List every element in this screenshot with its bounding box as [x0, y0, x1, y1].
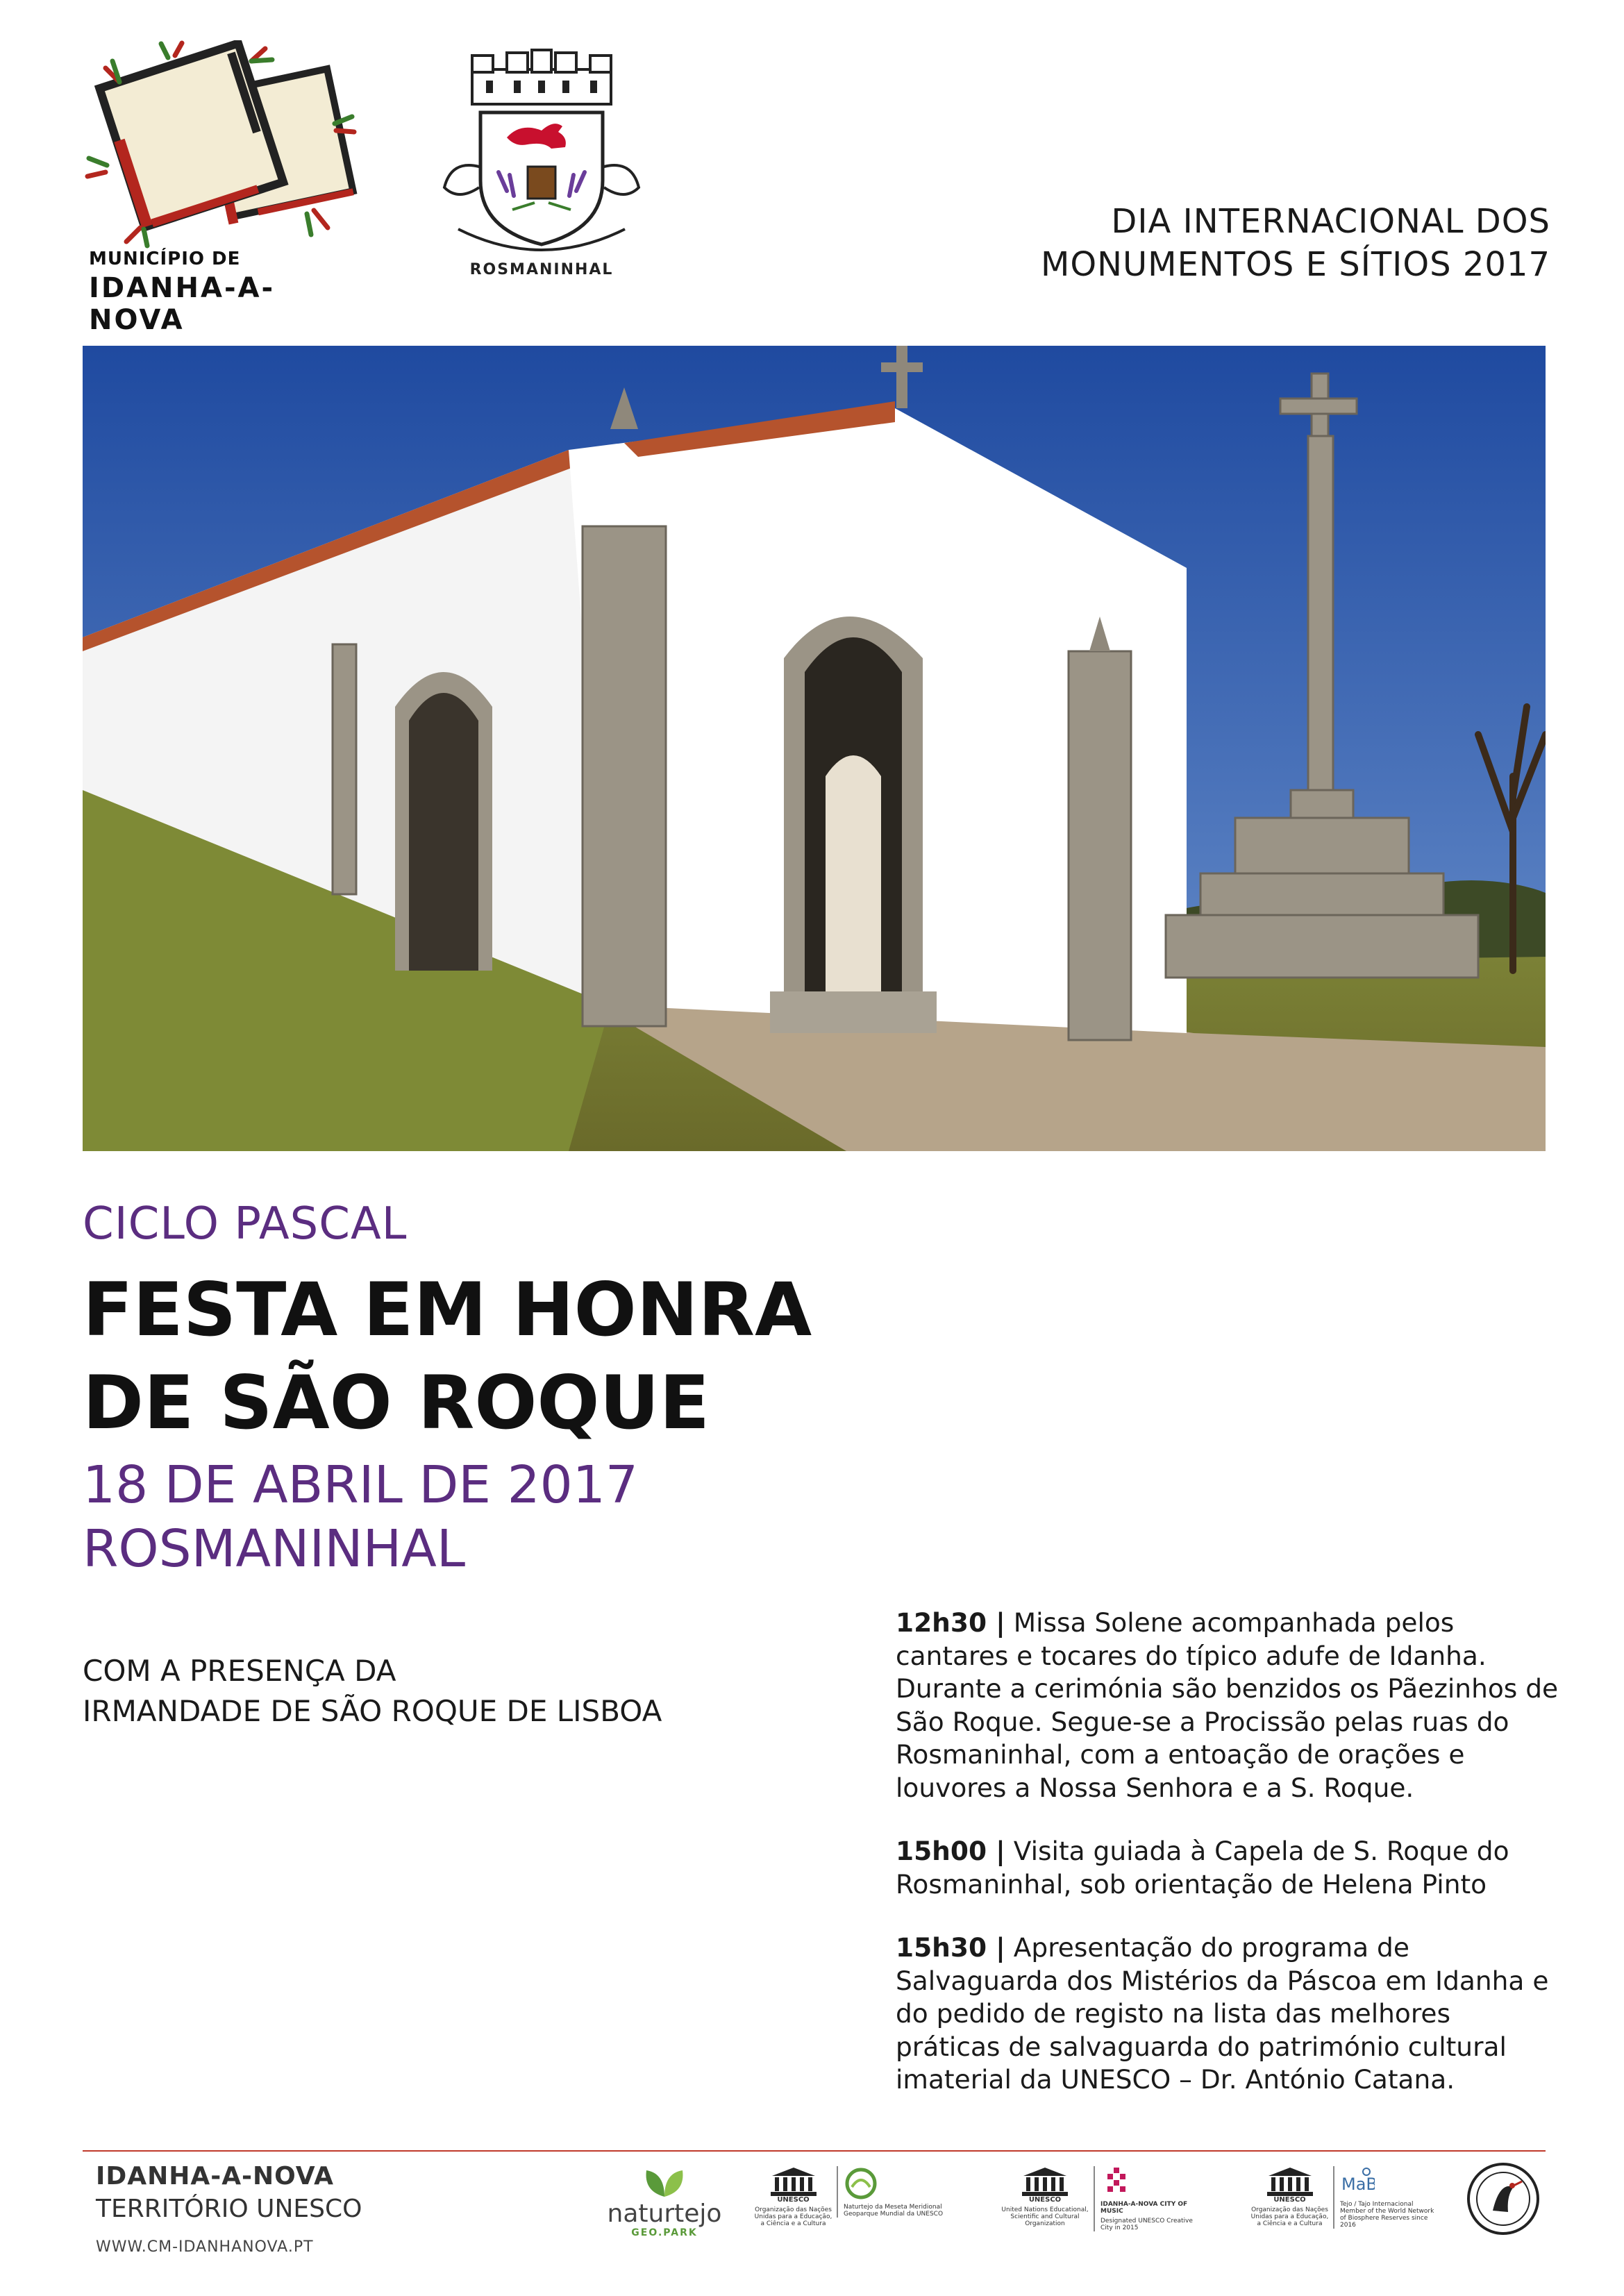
- footer-brand-name: IDANHA-A-NOVA: [96, 2162, 335, 2190]
- unesco-temple-icon: [769, 2166, 818, 2197]
- event-place: ROSMANINHAL: [83, 1519, 466, 1579]
- unesco-temple-icon: [1021, 2166, 1069, 2197]
- presence-line2: IRMANDADE DE SÃO ROQUE DE LISBOA: [83, 1694, 662, 1728]
- naturtejo-logo: [598, 2163, 730, 2238]
- city-of-music-text: Designated UNESCO Creative City in 2015: [1100, 2218, 1193, 2231]
- black-stork-seal-icon: [1465, 2161, 1541, 2237]
- program-time: 15h00 |: [896, 1836, 1005, 1866]
- adufe-drums-icon: [78, 40, 369, 249]
- program-item: [896, 1932, 1562, 2097]
- municipio-name: IDANHA-A-NOVA: [89, 272, 276, 336]
- event-date: 18 DE ABRIL DE 2017: [83, 1455, 638, 1515]
- unesco-logo-2: [1000, 2166, 1090, 2227]
- event-title-line1: DIA INTERNACIONAL DOS: [1111, 202, 1550, 241]
- footer-website-link[interactable]: WWW.CM-IDANHANOVA.PT: [96, 2238, 314, 2256]
- mab-icon: [1340, 2166, 1375, 2198]
- chapel-photo-illustration: [83, 346, 1546, 1151]
- program-description: Visita guiada à Capela de S. Roque do Rosmaninhal, sob orientação de Helena Pinto: [896, 1836, 1509, 1900]
- coat-of-arms-label: ROSMANINHAL: [469, 261, 614, 278]
- leaf-icon: [637, 2163, 692, 2198]
- unesco-org-text: Organização das Nações Unidas para a Educação, a Ciência e a Cultura: [1250, 2206, 1329, 2227]
- main-title-line1: FESTA EM HONRA: [83, 1267, 812, 1352]
- footer-divider: [83, 2150, 1546, 2152]
- chapel-photo: [83, 346, 1546, 1151]
- municipio-logo: [78, 40, 369, 336]
- unesco-word: UNESCO: [777, 2196, 810, 2204]
- program-schedule: [896, 1607, 1562, 2127]
- tejo-seal-logo: [1465, 2161, 1541, 2240]
- geopark-label: GEO.PARK: [631, 2227, 698, 2238]
- mab-logo: [1333, 2166, 1437, 2229]
- cycle-label: CICLO PASCAL: [83, 1198, 408, 1250]
- program-time: 15h30 |: [896, 1932, 1005, 1963]
- main-title: [83, 1264, 812, 1450]
- mab-text: Tejo / Tajo Internacional Member of the World Network of Biosphere Reserves since 2016: [1340, 2201, 1434, 2229]
- city-of-music-logo: [1094, 2166, 1201, 2231]
- footer-brand: [96, 2162, 362, 2256]
- unesco-word: UNESCO: [1273, 2196, 1306, 2204]
- geopark-unesco-logo: [837, 2166, 944, 2218]
- event-title-line2: MONUMENTOS E SÍTIOS 2017: [1040, 245, 1550, 284]
- program-time: 12h30 |: [896, 1607, 1005, 1638]
- city-of-music-title: IDANHA-A-NOVA CITY OF MUSIC: [1100, 2201, 1188, 2215]
- coat-of-arms: [430, 49, 653, 299]
- naturtejo-name: naturtejo: [607, 2199, 722, 2228]
- program-description: Apresentação do programa de Salvaguarda dos Mistérios da Páscoa em Idanha e do pedido de registo na lista das melhores práticas de salvaguarda do património cultural imaterial da UNESCO – Dr. António Catana.: [896, 1932, 1549, 2095]
- event-title: [1041, 200, 1550, 286]
- program-description: Missa Solene acompanhada pelos cantares e tocares do típico adufe de Idanha. Durante a cerimónia são benzidos os Pãezinhos de São Roque. Segue-se a Procissão pelas ruas do Rosmaninhal, com a entoação de orações e louvores a Nossa Senhora e a S. Roque.: [896, 1607, 1559, 1803]
- geopark-unesco-text: Naturtejo da Meseta Meridional Geoparque Mundial da UNESCO: [844, 2204, 944, 2218]
- music-diamond-icon: [1100, 2166, 1132, 2198]
- presence-note: [83, 1651, 662, 1732]
- program-item: [896, 1835, 1562, 1901]
- svg-text:MaB: MaB: [1341, 2175, 1375, 2194]
- footer-brand-subtitle: TERRITÓRIO UNESCO: [96, 2195, 362, 2223]
- geopark-circle-icon: [844, 2166, 878, 2201]
- unesco-logo-1: [753, 2166, 833, 2227]
- unesco-temple-icon: [1266, 2166, 1314, 2197]
- main-title-line2: DE SÃO ROQUE: [83, 1360, 710, 1446]
- presence-line1: COM A PRESENÇA DA: [83, 1654, 396, 1688]
- municipio-small-label: MUNICÍPIO DE: [89, 249, 241, 269]
- program-item: [896, 1607, 1562, 1804]
- coat-of-arms-icon: [430, 49, 653, 257]
- unesco-org-text: Organização das Nações Unidas para a Educação, a Ciência e a Cultura: [754, 2206, 832, 2227]
- unesco-logo-3: [1250, 2166, 1330, 2227]
- unesco-org-text: United Nations Educational, Scientific and Cultural Organization: [1001, 2206, 1089, 2227]
- unesco-word: UNESCO: [1028, 2196, 1062, 2204]
